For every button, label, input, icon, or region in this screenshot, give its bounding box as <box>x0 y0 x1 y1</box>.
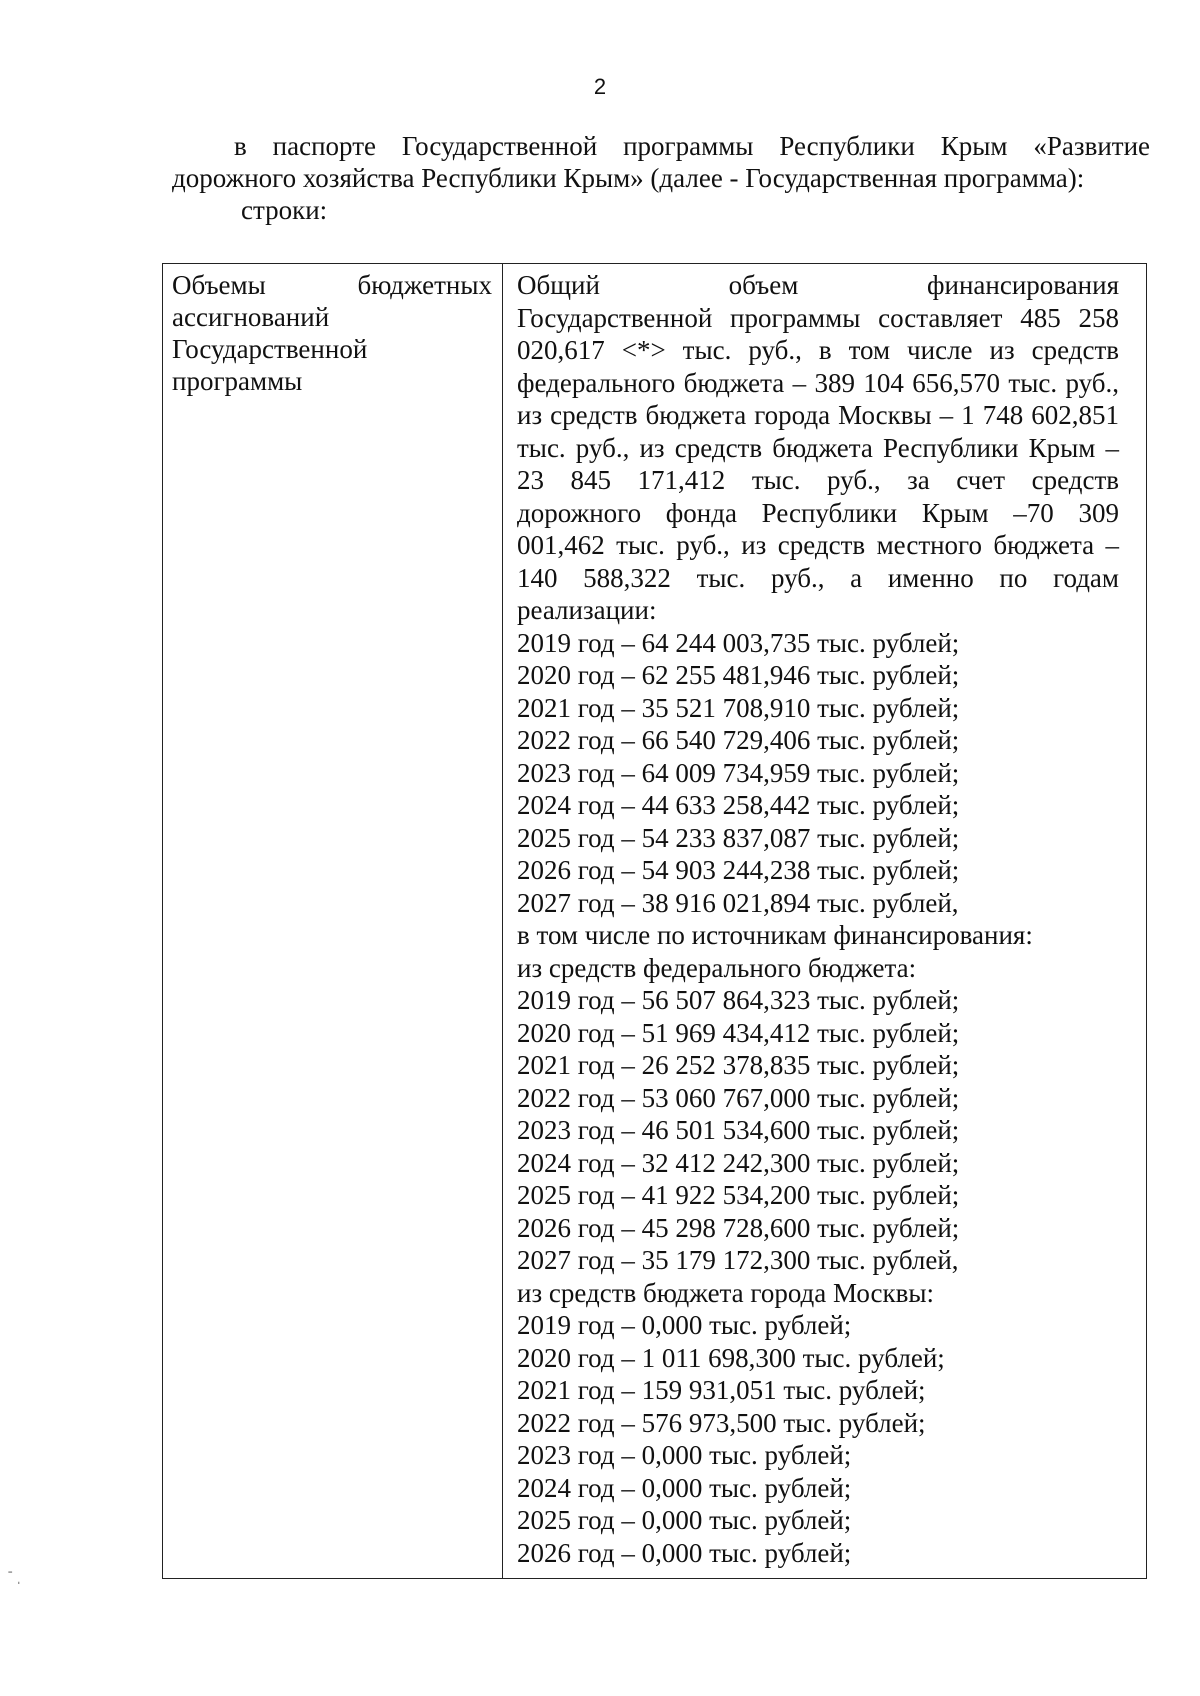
funding-lines-list <box>517 627 1119 1570</box>
funding-line: 2019 год – 56 507 864,323 тыс. рублей; <box>517 985 960 1015</box>
funding-line: из средств бюджета города Москвы: <box>517 1277 935 1308</box>
funding-line: 2025 год – 41 922 534,200 тыс. рублей; <box>517 1180 960 1210</box>
funding-line: 2020 год – 1 011 698,300 тыс. рублей; <box>517 1342 945 1373</box>
row-header-line: ассигнований <box>172 302 330 332</box>
row-header-line: Государственной <box>172 334 368 364</box>
funding-details-cell <box>517 269 1119 1569</box>
row-header-line: Объемы бюджетных <box>172 270 492 300</box>
funding-line: 2023 год – 0,000 тыс. рублей; <box>517 1440 852 1470</box>
intro-line-3: строки: <box>241 195 328 225</box>
funding-line: 2025 год – 54 233 837,087 тыс. рублей; <box>517 822 960 853</box>
funding-line: 2024 год – 44 633 258,442 тыс. рублей; <box>517 790 960 820</box>
scan-margin-mark: ˉ ˌ <box>8 1568 22 1584</box>
funding-line: 2023 год – 46 501 534,600 тыс. рублей; <box>517 1115 960 1145</box>
row-header-line: программы <box>172 366 303 396</box>
funding-line: 2022 год – 66 540 729,406 тыс. рублей; <box>517 725 960 755</box>
intro-paragraph <box>172 130 1150 226</box>
funding-line: из средств федерального бюджета: <box>517 952 917 983</box>
intro-line-1: в паспорте Государственной программы Республики Крым «Развитие <box>234 131 1150 161</box>
column-divider <box>502 264 503 1578</box>
funding-line: 2024 год – 32 412 242,300 тыс. рублей; <box>517 1147 960 1178</box>
funding-line: 2023 год – 64 009 734,959 тыс. рублей; <box>517 757 960 788</box>
funding-line: 2021 год – 159 931,051 тыс. рублей; <box>517 1375 926 1405</box>
funding-summary-text: Государственной программы составляет 485 258 020,617 <*> тыс. руб., в том числе из средств федерального бюджета – 389 104 656,570 тыс. руб., из средств бюджета города Москвы – 1 748 602,851 тыс. руб., из средств бюджета Республики Крым – 23 845 171,412 тыс. руб., за счет средств дорожного фонда Республики Крым –70 309 001,462 тыс. руб., из средств местного бюджета – 140 588,322 тыс. руб., а именно по годам реализации: <box>517 302 1119 625</box>
funding-line: 2020 год – 51 969 434,412 тыс. рублей; <box>517 1017 960 1048</box>
funding-line: 2020 год – 62 255 481,946 тыс. рублей; <box>517 660 960 690</box>
funding-line: 2021 год – 26 252 378,835 тыс. рублей; <box>517 1050 960 1080</box>
funding-line: 2026 год – 54 903 244,238 тыс. рублей; <box>517 855 960 885</box>
funding-line: 2027 год – 38 916 021,894 тыс. рублей, <box>517 887 959 918</box>
row-header-cell <box>172 269 492 397</box>
funding-line: 2019 год – 0,000 тыс. рублей; <box>517 1310 852 1340</box>
funding-line: 2019 год – 64 244 003,735 тыс. рублей; <box>517 627 960 658</box>
funding-summary <box>517 269 1119 627</box>
page-number: 2 <box>593 74 607 99</box>
funding-line: 2021 год – 35 521 708,910 тыс. рублей; <box>517 692 960 723</box>
funding-line: 2025 год – 0,000 тыс. рублей; <box>517 1505 852 1535</box>
budget-table <box>162 263 1147 1579</box>
funding-line: в том числе по источникам финансирования: <box>517 920 1033 950</box>
funding-line: 2022 год – 53 060 767,000 тыс. рублей; <box>517 1082 960 1113</box>
funding-line: 2027 год – 35 179 172,300 тыс. рублей, <box>517 1245 959 1275</box>
funding-line: 2026 год – 0,000 тыс. рублей; <box>517 1537 852 1568</box>
intro-line-2: дорожного хозяйства Республики Крым» (далее - Государственная программа): <box>172 163 1085 193</box>
funding-line: 2022 год – 576 973,500 тыс. рублей; <box>517 1407 926 1438</box>
funding-summary-first-line: Общий объем финансирования <box>517 270 1119 300</box>
funding-line: 2026 год – 45 298 728,600 тыс. рублей; <box>517 1212 960 1243</box>
funding-line: 2024 год – 0,000 тыс. рублей; <box>517 1472 852 1503</box>
